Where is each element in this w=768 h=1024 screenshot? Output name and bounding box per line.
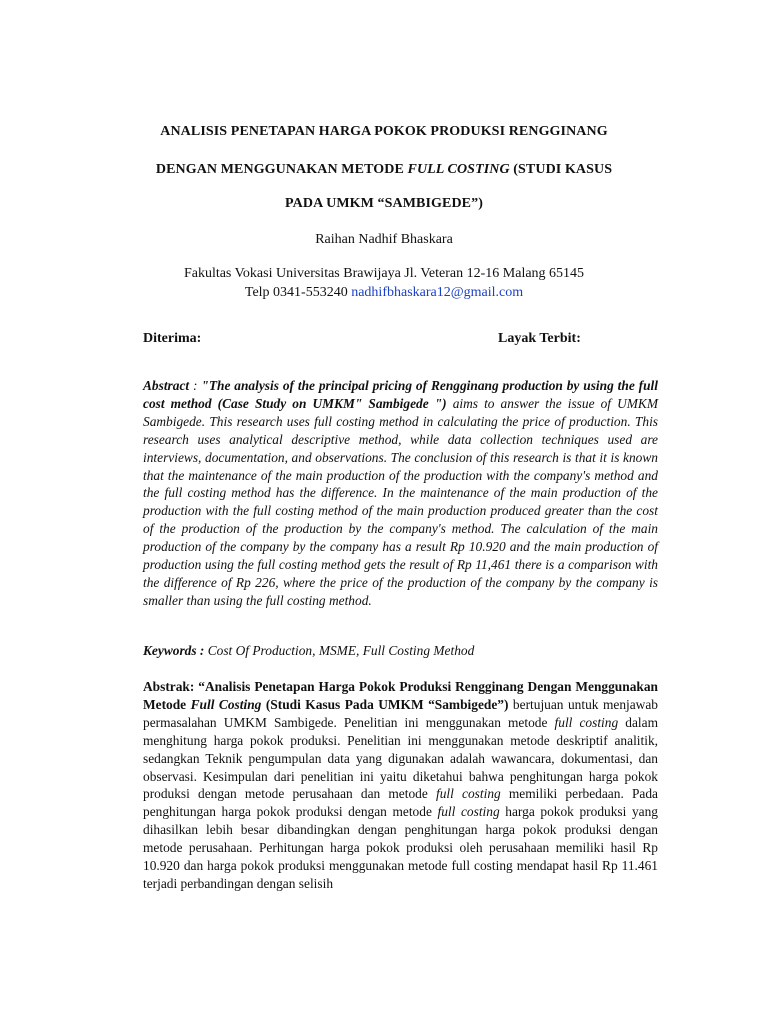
abstrak-body-3: memiliki perbedaan. Pada penghitungan harga pokok produksi dengan metode	[143, 786, 658, 820]
affiliation: Fakultas Vokasi Universitas Brawijaya Jl. Veteran 12-16 Malang 65145	[183, 266, 585, 281]
abstrak-body-4: harga pokok produksi yang dihasilkan lebih besar dibandingkan dengan penghitungan harga pokok produksi dengan metode perusahaan. Perhitungan harga pokok produksi oleh perusahaan memiliki hasil Rp 10.920 dan harga pokok produksi menggunakan metode full costing mendapat hasil Rp 11.461 terjadi perbandingan dengan selisih	[143, 804, 658, 891]
abstrak-full-costing-2: full costing	[436, 786, 501, 802]
abstrak-label: Abstrak:	[143, 679, 195, 694]
phone: Telp 0341-553240	[244, 285, 348, 300]
keywords	[143, 643, 658, 659]
keywords-label: Keywords :	[143, 643, 205, 658]
abstract-label: Abstract	[143, 378, 190, 393]
abstract-english	[143, 377, 658, 610]
abstract-indonesian	[143, 678, 658, 893]
title-line-2	[0, 162, 768, 178]
abstrak-full-costing-3: full costing	[437, 804, 500, 820]
abstrak-title-italic: Full Costing	[190, 696, 262, 712]
title-full-costing: FULL COSTING	[407, 162, 510, 177]
contact-line	[0, 285, 768, 301]
abstrak-title-part2: (Studi Kasus Pada UMKM “Sambigede”)	[261, 696, 509, 712]
abstract-title: "The analysis of the principal pricing of Rengginang production by using the full cost method (Case Study on UMKM" Sambigede ")	[143, 378, 659, 411]
abstract-separator: :	[189, 378, 202, 393]
abstract-body: aims to answer the issue of UMKM Sambigede. This research uses full costing method in calculating the price of production. This research uses analytical descriptive method, while data collection techniques used are interviews, documentation, and observations. The conclusion of this research is that it is known that the maintenance of the main production of the production with the company's method and the full costing method has the difference. In the maintenance of the main production of the production with the full costing method of the main production produced greater than the cost of the production of the production by the company's method. The calculation of the main production of the company by the company has a result Rp 10.920 and the main production of production using the full costing method gets the result of Rp 11,461 there is a comparison with the difference of Rp 226, where the price of the production of the company by the company is smaller than using the full costing method.	[143, 395, 658, 608]
abstrak-body-2: dalam menghitung harga pokok produksi. Penelitian ini menggunakan metode deskriptif analitik, sedangkan Teknik pengumpulan data yang digunakan adalah wawancara, dokumentasi, dan observasi. Kesimpulan dari penelitian ini yaitu diketahui bahwa penghitungan harga pokok produksi dengan metode perusahaan dan metode	[143, 714, 658, 802]
title-line-2-prefix: DENGAN MENGGUNAKAN METODE	[155, 162, 408, 177]
author-name: Raihan Nadhif Bhaskara	[315, 232, 453, 247]
title-line-2-suffix: (STUDI KASUS	[509, 162, 613, 177]
email-link[interactable]: nadhifbhaskara12@gmail.com	[351, 285, 524, 300]
title-line-1: ANALISIS PENETAPAN HARGA POKOK PRODUKSI RENGGINANG	[160, 124, 608, 139]
abstrak-full-costing-1: full costing	[554, 714, 619, 730]
abstrak-title-part1: “Analisis Penetapan Harga Pokok Produksi Rengginang Dengan Menggunakan Metode	[143, 679, 658, 712]
publish-label: Layak Terbit:	[498, 331, 581, 346]
keywords-text: Cost Of Production, MSME, Full Costing Method	[204, 643, 475, 658]
abstrak-body-1: bertujuan untuk menjawab permasalahan UMKM Sambigede. Penelitian ini menggunakan metode	[143, 696, 658, 730]
title-line-3: PADA UMKM “SAMBIGEDE”)	[285, 196, 483, 211]
received-label: Diterima:	[143, 331, 202, 346]
